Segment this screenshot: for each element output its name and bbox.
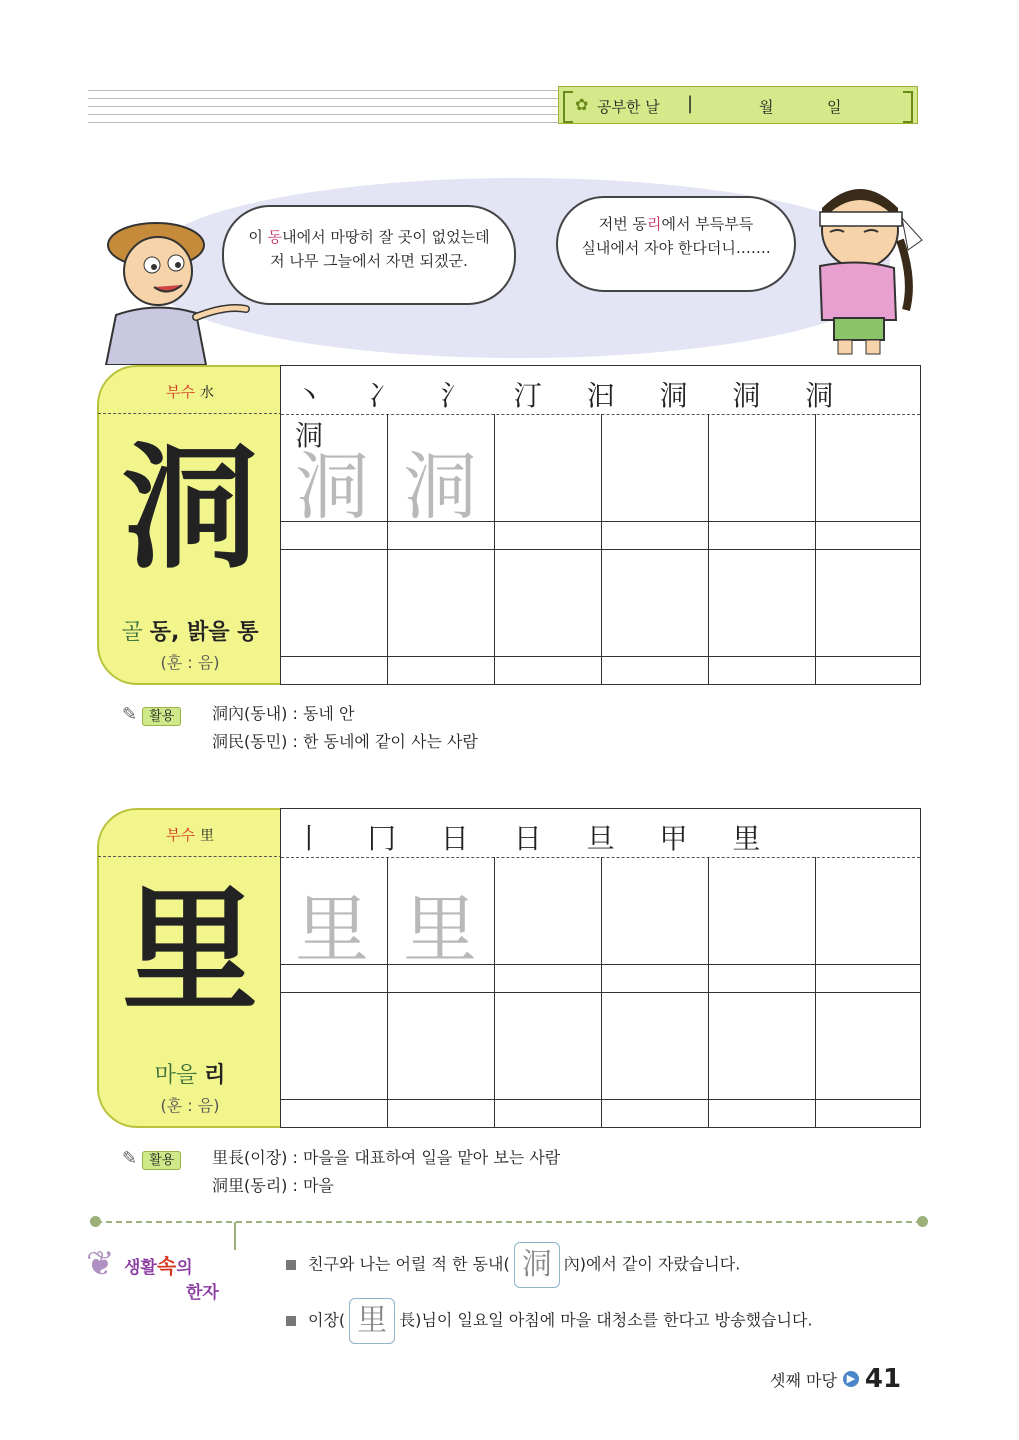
radical-1: 水 bbox=[200, 385, 215, 401]
month-label: 월 bbox=[759, 98, 774, 116]
divider-dot-right bbox=[917, 1216, 928, 1227]
header-dotted-lines bbox=[88, 90, 558, 124]
page-footer bbox=[770, 1364, 901, 1394]
big-char-2: 里 bbox=[122, 871, 258, 1031]
bubble-left-line1-post: 내에서 마땅히 잘 곳이 없었는데 bbox=[282, 228, 490, 246]
bubble-right-line1-post: 에서 부득부득 bbox=[661, 215, 754, 233]
bubble-right-line1-pre: 저번 동 bbox=[598, 215, 648, 233]
meaning-2-b: 리 bbox=[204, 1063, 226, 1088]
life-hanja-logo bbox=[86, 1238, 236, 1308]
bubble-left-line2: 저 나무 그늘에서 자면 되겠군. bbox=[270, 252, 468, 270]
panel-dash-1 bbox=[98, 413, 282, 414]
col-line bbox=[601, 857, 602, 1127]
meaning-2-a: 마을 bbox=[154, 1063, 205, 1088]
meaning-1-c: , 밝을 bbox=[171, 620, 238, 645]
speech-bubble-right bbox=[556, 196, 796, 292]
usage-row-1 bbox=[122, 704, 181, 725]
sentence-2-pre: 이장( bbox=[308, 1310, 346, 1330]
sentence-1 bbox=[286, 1242, 740, 1288]
bubble-left-line1 bbox=[224, 225, 514, 249]
bubble-right-highlight: 리 bbox=[647, 215, 662, 233]
usage-badge-2: 활용 bbox=[142, 1151, 181, 1170]
reading-hint-1: (훈 : 음) bbox=[160, 653, 220, 672]
meaning-1 bbox=[99, 615, 281, 646]
col-line bbox=[601, 414, 602, 684]
day-label: 일 bbox=[827, 98, 842, 116]
bubble-right-line2: 실내에서 자야 한다더니……. bbox=[581, 239, 771, 257]
life-title-c: 의 bbox=[176, 1258, 193, 1278]
speech-bubble-left bbox=[222, 205, 516, 305]
trace-char-2a: 里 bbox=[295, 887, 369, 973]
col-line bbox=[494, 414, 495, 684]
radical-row-2 bbox=[99, 824, 281, 845]
sentence-1-char: 洞 bbox=[514, 1242, 560, 1288]
life-title-a: 생활 bbox=[124, 1258, 157, 1278]
bubble-left-highlight: 동 bbox=[267, 228, 283, 246]
sentence-1-pre: 친구와 나는 어릴 적 한 동내( bbox=[308, 1254, 510, 1274]
footer-section: 셋째 마당 bbox=[770, 1370, 837, 1390]
usage-item: 洞民(동민) : 한 동네에 같이 사는 사람 bbox=[212, 732, 478, 751]
bracket-right bbox=[903, 91, 913, 123]
usage-list-2 bbox=[212, 1144, 560, 1200]
big-char-1: 洞 bbox=[122, 428, 258, 588]
col-line bbox=[387, 857, 388, 1127]
stroke-order-2: 丨 冂 日 日 旦 甲 里 bbox=[295, 822, 779, 855]
life-title-b: 속 bbox=[156, 1254, 177, 1278]
reading-hint-2: (훈 : 음) bbox=[160, 1096, 220, 1115]
col-line bbox=[494, 857, 495, 1127]
pencil-icon: ✎ bbox=[122, 1148, 138, 1169]
square-bullet bbox=[286, 1260, 296, 1270]
right-character-illustration bbox=[790, 170, 930, 360]
radical-label-1: 부수 bbox=[165, 383, 195, 401]
usage-list-1 bbox=[212, 700, 478, 756]
usage-item: 里長(이장) : 마을을 대표하여 일을 맡아 보는 사람 bbox=[212, 1148, 561, 1167]
bubble-left-line1-pre: 이 bbox=[248, 228, 268, 246]
meaning-1-d: 통 bbox=[237, 620, 259, 645]
study-day-label: 공부한 날 bbox=[597, 98, 660, 116]
trace-char-2b: 里 bbox=[403, 887, 477, 973]
arrow-circle-icon: ▶ bbox=[843, 1371, 859, 1387]
divider-dot-left bbox=[90, 1216, 101, 1227]
col-line bbox=[815, 414, 816, 684]
col-line bbox=[708, 857, 709, 1127]
bracket-left bbox=[563, 91, 573, 123]
square-bullet bbox=[286, 1316, 296, 1326]
sentence-2-char: 里 bbox=[349, 1298, 395, 1344]
divider: | bbox=[687, 93, 694, 114]
usage-row-2 bbox=[122, 1148, 181, 1169]
flower-icon: ✿ bbox=[575, 95, 589, 114]
radical-label-2: 부수 bbox=[165, 826, 195, 844]
stroke-order-1: 丶 冫 氵 汀 汩 洞 洞 洞 洞 bbox=[295, 379, 852, 452]
bubble-right-line1 bbox=[558, 212, 794, 236]
sentence-2 bbox=[286, 1298, 813, 1344]
life-hanja-title-top bbox=[124, 1250, 193, 1279]
trace-char-1b: 洞 bbox=[403, 444, 477, 530]
radical-row-1 bbox=[99, 381, 281, 402]
sentence-2-post: 長)님이 일요일 아침에 마을 대청소를 한다고 방송했습니다. bbox=[399, 1310, 813, 1330]
life-title-d: 한자 bbox=[186, 1283, 219, 1303]
trace-char-1a: 洞 bbox=[295, 444, 369, 530]
meaning-1-a: 골 bbox=[121, 620, 150, 645]
pencil-icon: ✎ bbox=[122, 704, 138, 725]
meaning-2 bbox=[99, 1058, 281, 1089]
col-line bbox=[815, 857, 816, 1127]
radical-2: 里 bbox=[200, 828, 215, 844]
usage-item: 洞里(동리) : 마을 bbox=[212, 1176, 334, 1195]
study-date-box bbox=[558, 86, 918, 124]
practice-grid-1 bbox=[280, 365, 921, 685]
col-line bbox=[387, 414, 388, 684]
usage-badge-1: 활용 bbox=[142, 707, 181, 726]
page-number: 41 bbox=[864, 1364, 902, 1394]
practice-grid-2 bbox=[280, 808, 921, 1128]
col-line bbox=[708, 414, 709, 684]
swirl-icon: ❦ bbox=[86, 1244, 115, 1284]
sentence-1-post: 內)에서 같이 자랐습니다. bbox=[563, 1254, 741, 1274]
section-divider bbox=[96, 1221, 922, 1223]
usage-item: 洞內(동내) : 동네 안 bbox=[212, 704, 355, 723]
meaning-1-b: 동 bbox=[149, 620, 172, 645]
panel-dash-2 bbox=[98, 856, 282, 857]
